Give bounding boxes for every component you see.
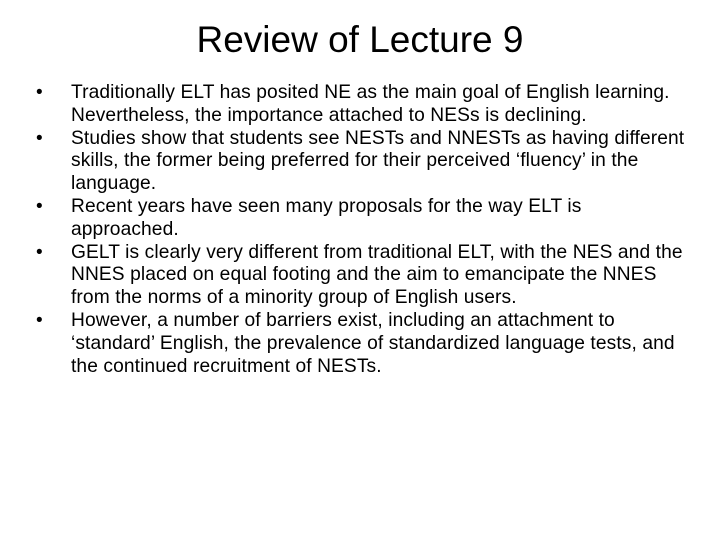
bullet-text: Studies show that students see NESTs and NNESTs as having different skills, the former being preferred for their perceived ‘fluency’ in the language. <box>71 127 685 195</box>
bullet-icon: • <box>36 127 43 149</box>
bullet-item <box>36 196 686 242</box>
bullet-icon: • <box>36 241 43 263</box>
bullet-text: Traditionally ELT has posited NE as the main goal of English learning. Nevertheless, the importance attached to NESs is declining. <box>71 82 670 126</box>
bullet-item <box>36 242 686 310</box>
bullet-text: However, a number of barriers exist, including an attachment to ‘standard’ English, the prevalence of standardized language tests, and the continued recruitment of NESTs. <box>71 309 675 377</box>
bullet-icon: • <box>36 82 43 103</box>
bullet-item <box>36 310 686 378</box>
bullet-text: Recent years have seen many proposals for the way ELT is approached. <box>71 195 582 240</box>
bullet-list <box>36 82 686 378</box>
bullet-item <box>36 128 686 196</box>
bullet-icon: • <box>36 309 43 331</box>
bullet-item <box>36 82 686 128</box>
bullet-text: GELT is clearly very different from traditional ELT, with the NES and the NNES placed on equal footing and the aim to emancipate the NNES from the norms of a minority group of English users. <box>71 241 683 309</box>
bullet-icon: • <box>36 195 43 217</box>
slide-title: Review of Lecture 9 <box>196 19 524 60</box>
